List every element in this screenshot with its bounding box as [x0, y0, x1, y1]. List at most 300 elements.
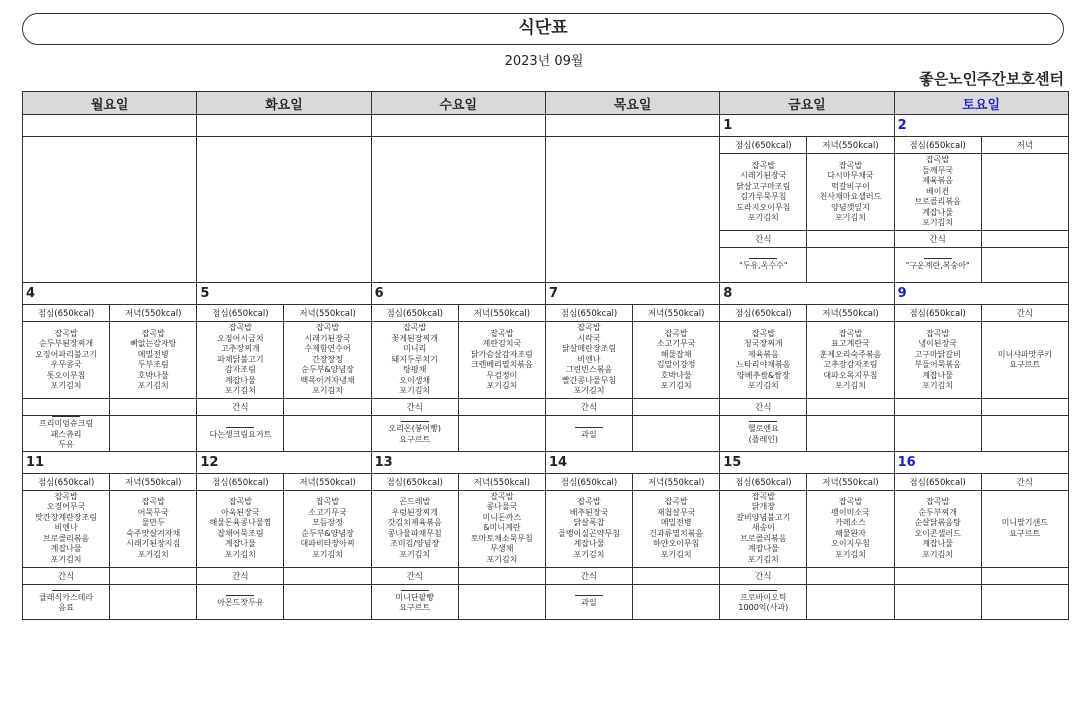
- lunch-menu-item: 골뱅이실곤약무침: [558, 528, 620, 538]
- snack-label: 간식: [545, 567, 632, 584]
- snack-label: 간식: [720, 231, 807, 248]
- dinner-menu: [110, 322, 197, 399]
- dinner-menu-item: 대파오목지무침: [823, 370, 878, 380]
- lunch-menu-item: 제육볶음: [747, 349, 779, 359]
- lunch-menu-item: 갓김치제육볶음: [387, 518, 442, 527]
- snack-content: [720, 584, 807, 619]
- lunch-menu-item: 잡곡밥: [403, 323, 427, 333]
- day-number: 7: [545, 283, 719, 305]
- empty-day-cell: [197, 137, 371, 283]
- dinner-label: 저녁(550kcal): [110, 473, 197, 490]
- lunch-label: 점심(650kcal): [720, 137, 807, 154]
- lunch-label: 점심(650kcal): [197, 305, 284, 322]
- dinner-menu-item: 뼈없는감자탕: [130, 339, 177, 348]
- lunch-menu-item: 잡채어묵조림: [217, 528, 264, 538]
- snack-divider: [749, 590, 777, 591]
- calendar-row: [23, 283, 1069, 305]
- lunch-menu-item: 잡곡밥: [577, 323, 601, 333]
- lunch-menu-item: 포기김치: [922, 381, 954, 390]
- snack-item: (플레인): [748, 434, 779, 444]
- page-title: 식단표: [22, 13, 1064, 45]
- day-number: [371, 115, 545, 137]
- dinner-label: 저녁(550kcal): [110, 305, 197, 322]
- lunch-label: 점심(650kcal): [371, 473, 458, 490]
- lunch-menu-item: 부들어묵볶음: [914, 360, 961, 369]
- lunch-menu-item: 잡곡밥: [751, 491, 775, 501]
- snack-content: [720, 416, 807, 452]
- dinner-menu-item: 미니샤파맛쿠키: [997, 349, 1052, 359]
- snack-item: "구운계란,복숭아": [905, 261, 970, 271]
- dinner-label: 저녁(550kcal): [284, 473, 371, 490]
- dinner-menu-item: 양념깻잎지: [831, 202, 870, 212]
- lunch-menu-item: 포기김치: [50, 381, 82, 390]
- lunch-menu-item: 포기김치: [922, 218, 954, 228]
- lunch-menu-item: 브로콜리볶음: [740, 533, 787, 543]
- snack-item: 두유: [58, 440, 74, 449]
- lunch-label: 점심(650kcal): [371, 305, 458, 322]
- dinner-menu-item: 포기김치: [137, 381, 169, 390]
- dinner-menu-item: 떡갈비구이: [831, 181, 870, 191]
- day-number: 16: [894, 451, 1068, 473]
- snack-label-empty: [807, 399, 894, 416]
- dinner-menu-item: 무검정이: [486, 370, 518, 380]
- snack-content-dinner: [284, 584, 371, 619]
- dinner-menu-item: 무생채: [490, 544, 514, 554]
- snack-divider: [52, 590, 80, 591]
- dinner-label: 간식: [981, 473, 1068, 490]
- snack-item: 과일: [581, 429, 597, 439]
- lunch-label: 점심(650kcal): [545, 305, 632, 322]
- snack-content-dinner: [981, 248, 1068, 283]
- lunch-menu-item: 그린빈스볶음: [565, 365, 613, 375]
- dinner-label: 저녁: [981, 137, 1068, 154]
- lunch-menu-item: 계잡나물: [224, 539, 256, 548]
- lunch-menu-item: 들깨무국: [922, 165, 954, 175]
- dinner-menu-item: 잡곡밥: [838, 497, 863, 506]
- day-number: 6: [371, 283, 545, 305]
- lunch-menu: [894, 490, 981, 567]
- snack-item: 아몬드잣두유: [217, 597, 264, 607]
- calendar-row: [23, 451, 1069, 473]
- dinner-menu-item: 물만두: [141, 518, 165, 527]
- lunch-menu-item: 우렁된장찌개: [391, 507, 438, 517]
- lunch-menu: [197, 490, 284, 567]
- snack-label: [894, 567, 981, 584]
- lunch-menu-item: 순두부찌개: [918, 507, 957, 517]
- dinner-menu-item: 소고기무국: [308, 507, 347, 517]
- dinner-menu-item: 잡곡밥: [664, 328, 688, 338]
- dinner-menu: [633, 490, 720, 567]
- day-number: 13: [371, 451, 545, 473]
- snack-item: 1000억(사과): [738, 603, 789, 612]
- dinner-label: 저녁(550kcal): [458, 473, 545, 490]
- lunch-menu-item: 돼지두루치기: [391, 354, 438, 364]
- snack-divider: [401, 590, 429, 591]
- lunch-menu-item: 계잡나물: [573, 539, 605, 548]
- lunch-menu-item: 포기김치: [573, 549, 605, 559]
- snack-content: [23, 416, 110, 452]
- weekday-header: 월요일: [23, 92, 197, 115]
- dinner-menu-item: 재첩살무국: [656, 507, 696, 517]
- lunch-menu-item: 청국장찌개: [744, 339, 783, 348]
- dinner-menu-item: 수제함연수어: [304, 344, 351, 354]
- dinner-menu-item: 포기김치: [835, 381, 866, 390]
- snack-content-dinner: [110, 584, 197, 619]
- lunch-menu-item: 포기김치: [224, 386, 256, 396]
- lunch-menu-item: 아욱된장국: [221, 507, 260, 517]
- dinner-menu-item: 시래기된장국: [304, 333, 351, 343]
- lunch-menu-item: 베이컨: [926, 186, 950, 196]
- lunch-menu-item: 해물돈육콩나물찜: [209, 518, 272, 527]
- dinner-menu: [981, 490, 1068, 567]
- day-number: 11: [23, 451, 197, 473]
- snack-content: [894, 248, 981, 283]
- snack-content-dinner: [110, 416, 197, 452]
- snack-item: 음료: [58, 603, 74, 612]
- dinner-menu-item: 메밀전병: [137, 349, 169, 359]
- day-number: 2: [894, 115, 1068, 137]
- weekday-header: 토요일: [894, 92, 1068, 115]
- dinner-menu-item: 다시마무채국: [827, 171, 874, 180]
- lunch-menu-item: 브로콜리볶음: [42, 533, 90, 543]
- lunch-menu-item: 배추된장국: [569, 507, 609, 517]
- dinner-menu-item: 잡곡밥: [141, 497, 165, 506]
- lunch-menu-item: 포기김치: [399, 549, 431, 559]
- dinner-menu: [284, 322, 371, 399]
- dinner-menu-item: 카레소스: [835, 518, 866, 527]
- dinner-menu: [981, 322, 1068, 399]
- lunch-menu-item: 포기김치: [747, 213, 779, 222]
- lunch-menu: [23, 322, 110, 399]
- snack-divider: [924, 258, 952, 259]
- lunch-menu-item: 닭살폭찹: [573, 518, 605, 527]
- center-name: 좋은노인주간보호센터: [919, 70, 1064, 88]
- empty-day-cell: [371, 137, 545, 283]
- snack-item: 패스츄리: [50, 429, 82, 439]
- snack-item: 미니단팥빵: [395, 592, 435, 602]
- lunch-label: 점심(650kcal): [894, 473, 981, 490]
- lunch-menu-item: 곤드레밥: [399, 497, 431, 506]
- dinner-menu-item: 토마토채소묵무침: [470, 533, 533, 543]
- snack-label-empty: [458, 567, 545, 584]
- lunch-menu-item: 브로콜리볶음: [914, 197, 961, 207]
- dinner-menu-item: 순두부&양념장: [301, 528, 354, 538]
- day-number: 12: [197, 451, 371, 473]
- lunch-label: 점심(650kcal): [545, 473, 632, 490]
- dinner-menu-item: 요구르트: [1009, 528, 1041, 538]
- dinner-menu-item: 순두부&양념장: [301, 365, 354, 375]
- lunch-menu-item: 잡곡밥: [751, 160, 775, 170]
- dinner-menu-item: 대파비타장아찌: [300, 539, 355, 548]
- lunch-menu-item: 조미김/양념장: [390, 539, 440, 548]
- lunch-menu-item: 닭개장: [751, 502, 775, 512]
- snack-content-dinner: [284, 416, 371, 452]
- lunch-menu-item: 잡곡밥: [228, 323, 252, 333]
- dinner-menu-item: 포기김치: [312, 549, 343, 559]
- lunch-menu-item: 계잡나물: [922, 207, 954, 217]
- dinner-menu-item: 포기김치: [312, 386, 343, 396]
- dinner-menu-item: 호박나물: [660, 370, 692, 380]
- lunch-menu-item: 탕평채: [403, 365, 427, 375]
- lunch-menu-item: 시래기된장국: [740, 171, 787, 180]
- lunch-menu-item: 잡곡밥: [926, 497, 950, 506]
- lunch-menu-item: 비엔나: [577, 354, 601, 364]
- dinner-menu-item: 숙주맛살겨자채: [126, 528, 181, 538]
- lunch-menu-item: 계잡나물: [922, 370, 954, 380]
- dinner-label: 저녁(550kcal): [284, 305, 371, 322]
- snack-label-empty: [807, 567, 894, 584]
- snack-item: 오리온(봉어빵): [388, 424, 442, 434]
- weekday-header-row: [23, 92, 1069, 115]
- dinner-menu-item: 간장장정: [312, 354, 343, 364]
- day-number: 4: [23, 283, 197, 305]
- dinner-menu: [807, 490, 894, 567]
- lunch-menu-item: 오징어파리불고기: [35, 349, 97, 359]
- lunch-menu-item: 고구마닭갈비: [914, 349, 961, 359]
- lunch-menu-item: 순살닭볶음탕: [914, 518, 961, 527]
- lunch-menu-item: 닭살고구마조림: [736, 181, 791, 191]
- snack-divider: [749, 258, 777, 259]
- lunch-menu-item: 파채닭불고기: [217, 354, 264, 364]
- snack-divider: [575, 595, 603, 596]
- snack-label: 간식: [23, 567, 110, 584]
- lunch-menu-item: 잡곡밥: [54, 491, 78, 501]
- lunch-menu: [894, 322, 981, 399]
- dinner-menu-item: 호박나물: [137, 370, 169, 380]
- dinner-menu-item: 표고계란국: [831, 339, 870, 348]
- snack-divider: [52, 416, 80, 417]
- dinner-menu-item: 포기김치: [137, 549, 169, 559]
- dinner-menu-item: 백목이겨자냉채: [300, 375, 355, 385]
- day-number: [197, 115, 371, 137]
- lunch-menu-item: 잡곡밥: [926, 155, 950, 165]
- snack-label-empty: [633, 399, 720, 416]
- lunch-menu-item: 비엔나: [54, 523, 78, 533]
- dinner-menu-item: 계란김치국: [482, 339, 522, 348]
- dinner-menu-item: 닭가슴살감자조림: [470, 349, 533, 359]
- snack-label-empty: [981, 231, 1068, 248]
- dinner-menu: [458, 490, 545, 567]
- dinner-menu-item: 두부조림: [137, 360, 169, 369]
- lunch-menu-item: 시락국: [577, 333, 601, 343]
- dinner-menu-item: 소고기무국: [656, 339, 696, 348]
- lunch-menu-item: 포기김치: [50, 554, 82, 564]
- dinner-menu-item: 해물완자: [835, 528, 866, 538]
- menu-calendar-table: [22, 91, 1069, 620]
- dinner-menu-item: 팽이미소국: [831, 507, 870, 517]
- lunch-menu-item: 잡곡밥: [54, 328, 78, 338]
- lunch-label: 점심(650kcal): [23, 473, 110, 490]
- dinner-menu-item: 잡곡밥: [838, 160, 863, 170]
- dinner-menu-item: 잡곡밥: [315, 323, 340, 333]
- snack-item: 다논생크림요거트: [209, 429, 272, 439]
- calendar-row: [23, 567, 1069, 584]
- day-number: 8: [720, 283, 894, 305]
- lunch-menu-item: 오이콘샐러드: [914, 528, 961, 538]
- lunch-menu-item: 포기김치: [747, 381, 779, 390]
- snack-label-empty: [284, 399, 371, 416]
- lunch-menu: [720, 490, 807, 567]
- day-number: 9: [894, 283, 1068, 305]
- dinner-label: 간식: [981, 305, 1068, 322]
- snack-item: 요구르트: [399, 434, 431, 444]
- day-number: 5: [197, 283, 371, 305]
- dinner-menu-item: 시래기된장지짐: [126, 539, 181, 548]
- snack-item: 헬로엔요: [747, 424, 779, 434]
- snack-label: [23, 399, 110, 416]
- snack-divider: [401, 421, 429, 422]
- dinner-menu-item: 오이지무침: [831, 539, 870, 548]
- lunch-menu-item: 빨간콩나물무침: [561, 375, 617, 385]
- calendar-row: [23, 416, 1069, 452]
- dinner-menu-item: 잡곡밥: [315, 497, 340, 506]
- lunch-menu-item: 꽃게된장찌개: [391, 333, 438, 343]
- snack-label: 간식: [720, 399, 807, 416]
- day-number: 14: [545, 451, 719, 473]
- dinner-menu-item: 포기김치: [660, 381, 692, 390]
- dinner-menu-item: 포기김치: [486, 554, 518, 564]
- calendar-row: [23, 137, 1069, 154]
- lunch-menu-item: 포기김치: [573, 386, 605, 396]
- lunch-menu-item: 잡곡밥: [577, 497, 601, 506]
- lunch-menu-item: 계잡나물: [747, 544, 779, 554]
- dinner-menu-item: 김말이강정: [656, 360, 696, 369]
- snack-content: [371, 416, 458, 452]
- lunch-menu-item: 오이생채: [399, 375, 431, 385]
- snack-divider: [226, 427, 254, 428]
- weekday-header: 수요일: [371, 92, 545, 115]
- snack-content-dinner: [633, 584, 720, 619]
- dinner-menu-item: 모듬장정: [312, 518, 343, 527]
- snack-label-empty: [633, 567, 720, 584]
- lunch-menu-item: 잡곡밥: [926, 328, 950, 338]
- snack-label: 간식: [894, 231, 981, 248]
- lunch-menu-item: 제육볶음: [922, 176, 954, 186]
- dinner-menu: [807, 154, 894, 231]
- snack-item: 프리미엄슈크림: [39, 419, 94, 428]
- snack-content: [545, 584, 632, 619]
- lunch-menu-item: 미니리: [403, 344, 427, 354]
- dinner-menu-item: 잡곡밥: [490, 491, 514, 501]
- dinner-menu: [110, 490, 197, 567]
- lunch-menu-item: 새송이: [751, 523, 775, 533]
- month-subtitle: 2023년 09월: [504, 54, 584, 69]
- snack-content: [720, 248, 807, 283]
- lunch-menu: [720, 154, 807, 231]
- empty-day-cell: [545, 137, 719, 283]
- lunch-menu-item: 계잡나물: [50, 544, 82, 554]
- snack-label-empty: [110, 399, 197, 416]
- lunch-menu-item: 도라지오이무침: [736, 202, 791, 212]
- dinner-menu-item: 포기김치: [486, 381, 518, 390]
- lunch-label: 점심(650kcal): [894, 137, 981, 154]
- lunch-menu-item: 오징어무국: [46, 502, 86, 512]
- lunch-menu-item: 김가루묵무침: [740, 192, 787, 201]
- snack-content-dinner: [981, 416, 1068, 452]
- lunch-menu-item: 갈비양념불고기: [736, 512, 791, 522]
- dinner-menu-item: 고추장감자조림: [823, 360, 878, 369]
- lunch-menu-item: 콩나물파채무침: [387, 528, 442, 538]
- dinner-menu: [458, 322, 545, 399]
- dinner-menu: [807, 322, 894, 399]
- calendar-row: [23, 490, 1069, 567]
- snack-item: 프로바이오틱: [740, 592, 787, 602]
- calendar-row: [23, 305, 1069, 322]
- lunch-menu: [545, 490, 632, 567]
- snack-label-empty: [981, 399, 1068, 416]
- dinner-label: 저녁(550kcal): [633, 305, 720, 322]
- snack-content-dinner: [807, 584, 894, 619]
- snack-content: [545, 416, 632, 452]
- lunch-label: 점심(650kcal): [23, 305, 110, 322]
- lunch-menu-item: 우무콩국: [50, 360, 82, 369]
- weekday-header: 화요일: [197, 92, 371, 115]
- lunch-menu-item: 톳오이무침: [46, 370, 86, 380]
- lunch-menu: [894, 154, 981, 231]
- lunch-menu-item: 맛간장계란장조림: [35, 512, 97, 522]
- dinner-menu-item: 잡곡밥: [141, 328, 165, 338]
- dinner-menu-item: 미니딸기샌드: [1001, 518, 1048, 527]
- snack-label: 간식: [545, 399, 632, 416]
- snack-content-dinner: [981, 584, 1068, 619]
- lunch-menu-item: 오징어시금치: [217, 333, 264, 343]
- dinner-menu-item: 건과류멸치볶음: [649, 528, 704, 538]
- snack-label: 간식: [371, 399, 458, 416]
- snack-content-dinner: [458, 416, 545, 452]
- snack-content: [371, 584, 458, 619]
- lunch-menu: [371, 322, 458, 399]
- dinner-menu-item: 잡곡밥: [838, 328, 863, 338]
- dinner-menu: [981, 154, 1068, 231]
- lunch-menu-item: 계잡나물: [922, 539, 954, 548]
- dinner-menu-item: 어묵무국: [137, 507, 169, 517]
- empty-day-cell: [23, 137, 197, 283]
- calendar-row: [23, 322, 1069, 399]
- lunch-menu-item: 포기김치: [399, 386, 431, 396]
- snack-label: 간식: [371, 567, 458, 584]
- dinner-menu-item: 포기김치: [835, 549, 866, 559]
- dinner-label: 저녁(550kcal): [458, 305, 545, 322]
- snack-content-dinner: [807, 416, 894, 452]
- weekday-header: 목요일: [545, 92, 719, 115]
- snack-label-empty: [981, 567, 1068, 584]
- day-number: 15: [720, 451, 894, 473]
- snack-content: [23, 584, 110, 619]
- snack-label-empty: [458, 399, 545, 416]
- dinner-menu-item: 훈제오리숙주볶음: [819, 349, 882, 359]
- dinner-menu-item: 포기김치: [660, 549, 692, 559]
- day-number: [545, 115, 719, 137]
- calendar-row: [23, 115, 1069, 137]
- snack-content-dinner: [633, 416, 720, 452]
- snack-item: "두유,옥수수": [739, 261, 788, 271]
- lunch-menu-item: 양배추쌈&쌈장: [737, 370, 790, 380]
- dinner-menu-item: 잡곡밥: [664, 497, 688, 506]
- snack-item: 과일: [581, 597, 597, 607]
- snack-label-empty: [807, 231, 894, 248]
- lunch-menu: [197, 322, 284, 399]
- dinner-menu-item: 미니돈까스: [482, 512, 522, 522]
- dinner-menu-item: &미니계란: [483, 523, 521, 533]
- dinner-menu-item: 해물잡채: [660, 349, 692, 359]
- snack-label-empty: [284, 567, 371, 584]
- dinner-menu-item: 크렌베리멸치볶음: [470, 360, 533, 369]
- lunch-menu-item: 잡곡밥: [228, 497, 252, 506]
- dinner-menu-item: 하얀오이무침: [652, 539, 700, 548]
- lunch-label: 점심(650kcal): [720, 473, 807, 490]
- weekday-header: 금요일: [720, 92, 894, 115]
- dinner-menu-item: 메밀전병: [660, 518, 692, 527]
